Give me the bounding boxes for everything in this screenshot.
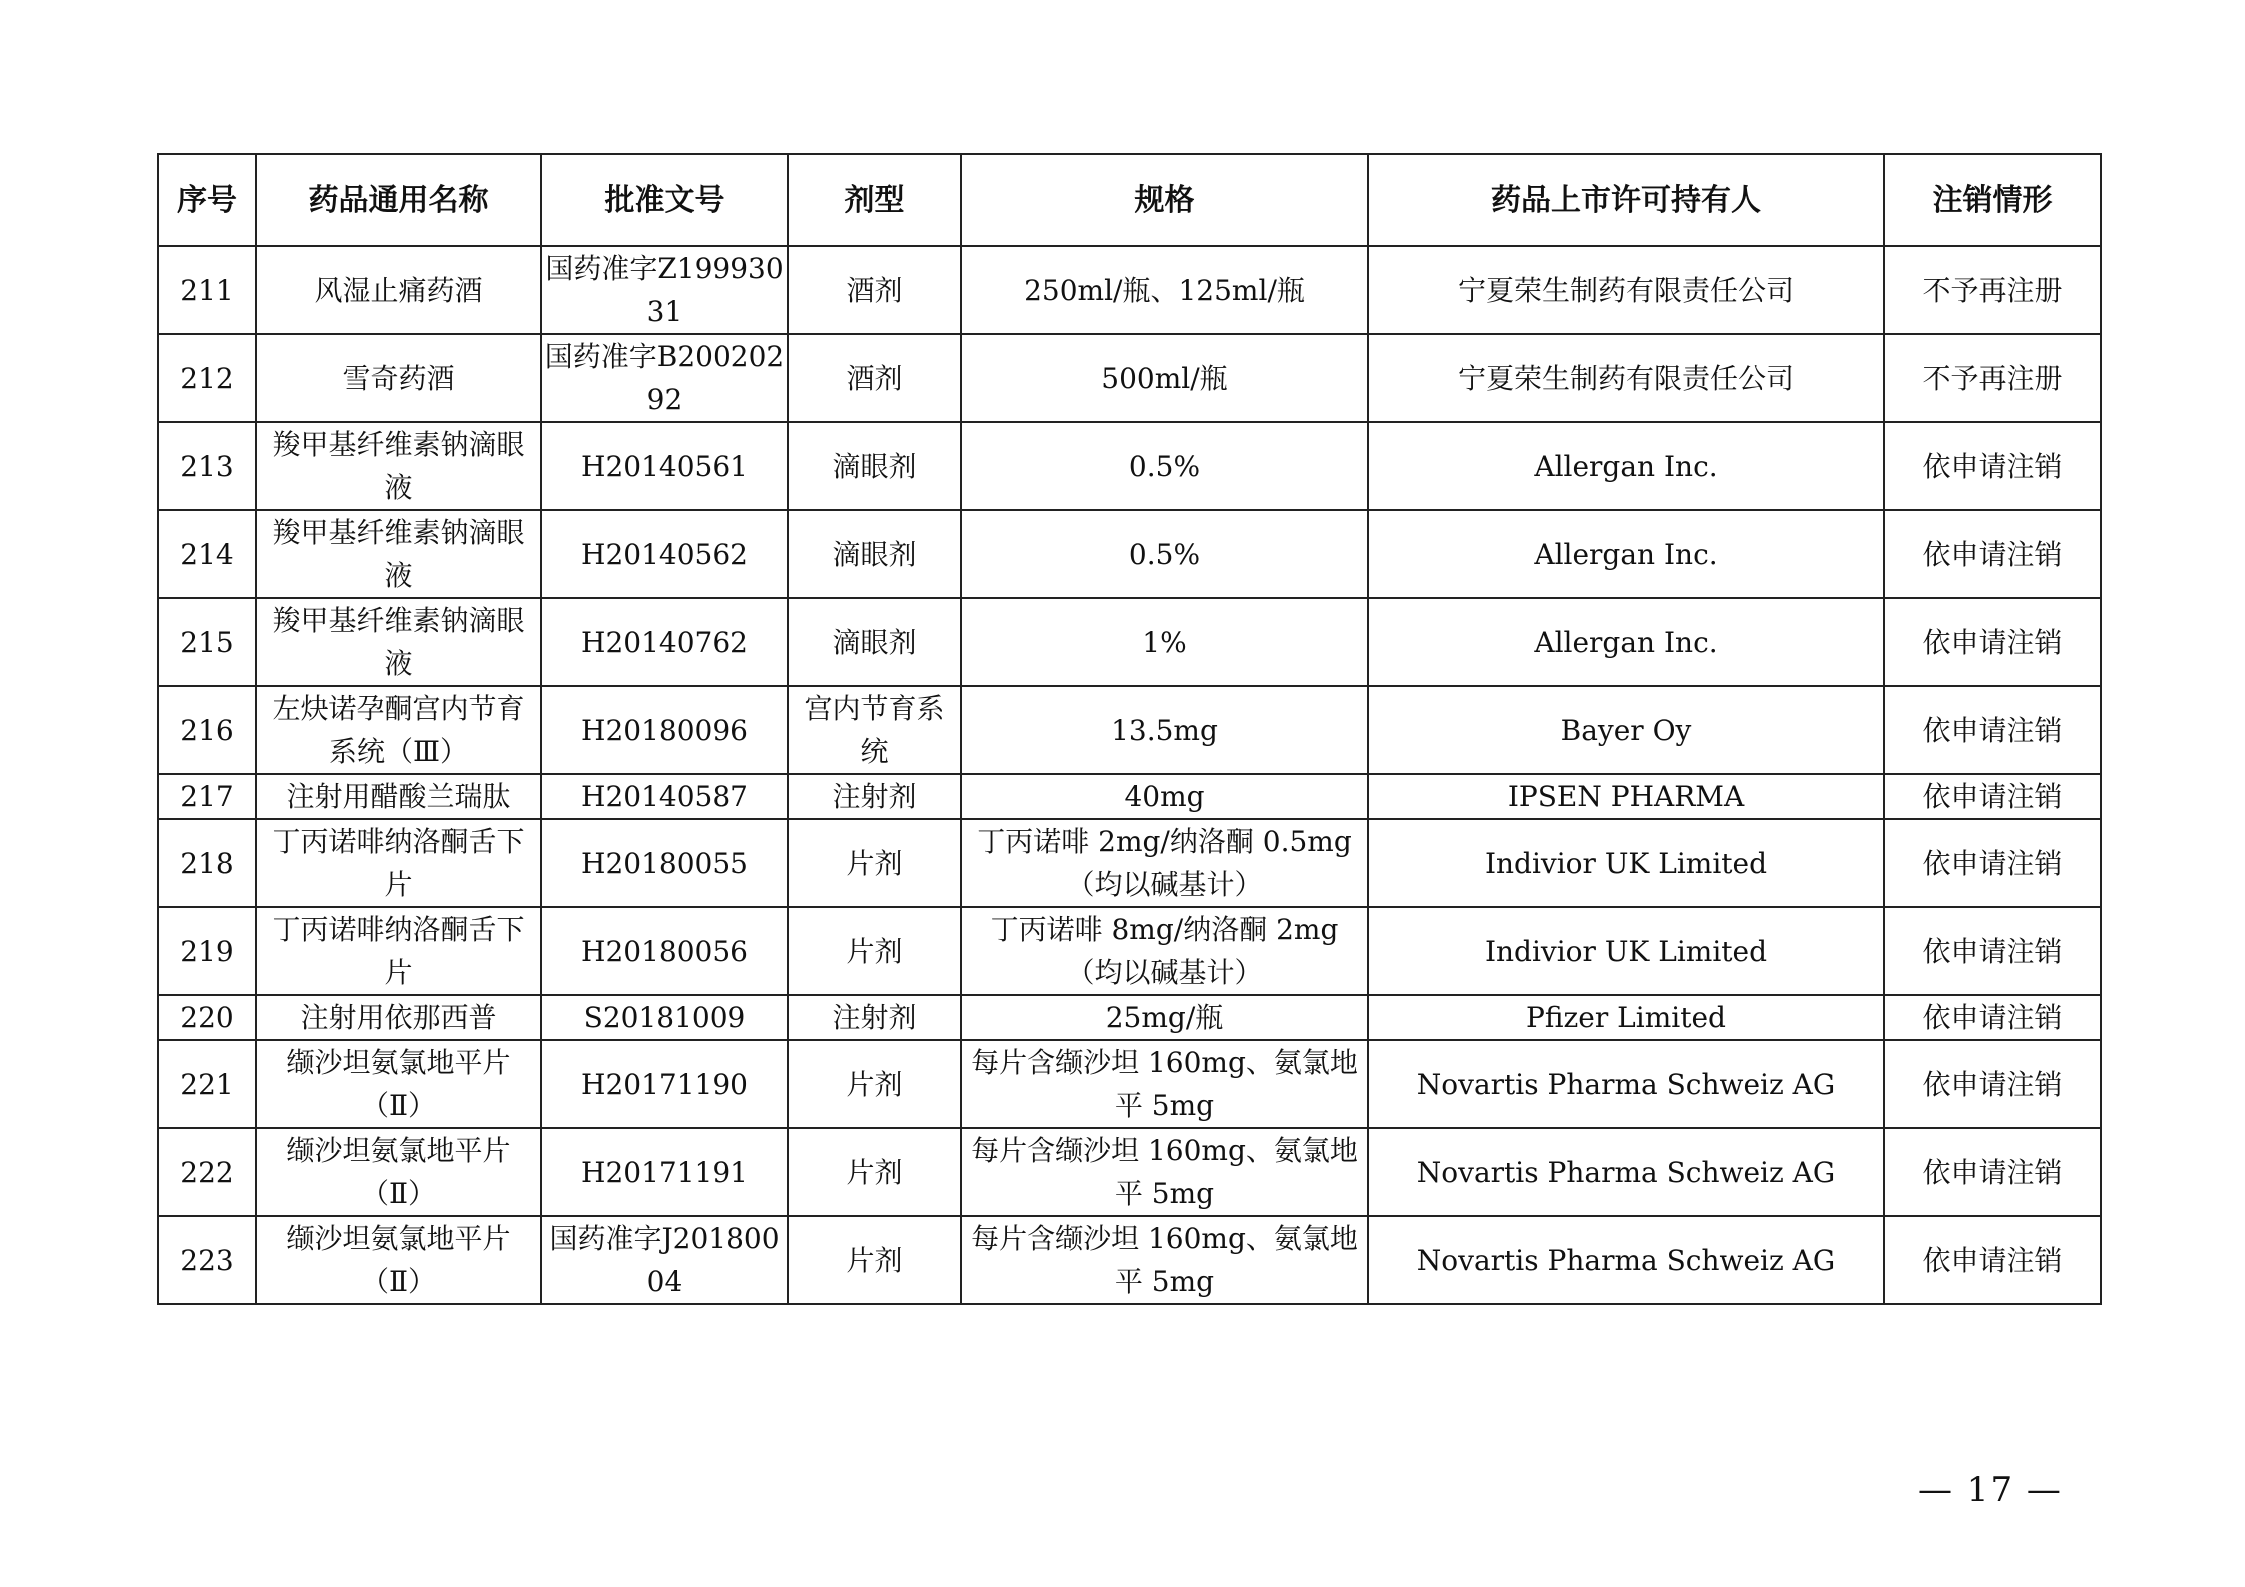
table-row [158, 1040, 2101, 1128]
cell-license-holder [1368, 774, 1884, 819]
cell-text-status: 依申请注销 [1922, 1243, 2063, 1277]
cell-specification [961, 907, 1368, 995]
cell-license-holder [1368, 819, 1884, 907]
cell-license-holder [1368, 1216, 1884, 1304]
cell-cancellation-status [1884, 1040, 2101, 1128]
cell-cancellation-status [1884, 686, 2101, 774]
cell-text-approval: 国药准字B20020292 [544, 340, 785, 416]
cell-text-name: 左炔诺孕酮宫内节育系统（Ⅲ） [272, 692, 525, 768]
cell-text-spec: 1% [1142, 625, 1187, 659]
cell-text-name: 缬沙坦氨氯地平片（Ⅱ） [286, 1222, 511, 1298]
cell-text-no: 217 [180, 780, 234, 813]
cell-generic-name [256, 995, 541, 1040]
cell-license-holder [1368, 598, 1884, 686]
cell-dosage-form [788, 246, 961, 334]
cell-approval-number [541, 1216, 788, 1304]
cell-text-no: 222 [180, 1155, 234, 1189]
cell-license-holder [1368, 246, 1884, 334]
cell-text-name: 羧甲基纤维素钠滴眼液 [272, 604, 525, 680]
cell-approval-number [541, 1128, 788, 1216]
cell-generic-name [256, 1216, 541, 1304]
cell-text-holder: Novartis Pharma Schweiz AG [1416, 1243, 1836, 1277]
cell-text-approval: H20171191 [581, 1155, 748, 1189]
cell-text-approval: H20180056 [581, 934, 748, 968]
cell-text-spec: 每片含缬沙坦 160mg、氨氯地平 5mg [971, 1222, 1358, 1298]
cell-serial-number [158, 907, 256, 995]
cell-text-form: 注射剂 [832, 1001, 917, 1034]
cell-cancellation-status [1884, 819, 2101, 907]
cell-dosage-form [788, 1040, 961, 1128]
cell-specification [961, 598, 1368, 686]
table-row [158, 686, 2101, 774]
cell-generic-name [256, 246, 541, 334]
cell-license-holder [1368, 995, 1884, 1040]
table-body [158, 246, 2101, 1304]
cell-text-name: 缬沙坦氨氯地平片（Ⅱ） [286, 1046, 511, 1122]
cell-serial-number [158, 819, 256, 907]
cell-cancellation-status [1884, 1216, 2101, 1304]
cell-specification [961, 1040, 1368, 1128]
cell-serial-number [158, 510, 256, 598]
cell-license-holder [1368, 334, 1884, 422]
cell-text-form: 滴眼剂 [832, 449, 917, 483]
header-cancellation-status: 注销情形 [1884, 154, 2101, 246]
cell-dosage-form [788, 598, 961, 686]
cell-approval-number [541, 334, 788, 422]
cell-specification [961, 1128, 1368, 1216]
cell-text-form: 宫内节育系统 [804, 692, 945, 768]
cell-text-status: 不予再注册 [1922, 361, 2063, 395]
cell-text-holder: Novartis Pharma Schweiz AG [1416, 1067, 1836, 1101]
cell-dosage-form [788, 995, 961, 1040]
cell-text-name: 缬沙坦氨氯地平片（Ⅱ） [286, 1134, 511, 1210]
cell-text-spec: 25mg/瓶 [1105, 1001, 1224, 1034]
cell-serial-number [158, 1216, 256, 1304]
cell-text-form: 滴眼剂 [832, 537, 917, 571]
cell-text-no: 218 [180, 846, 234, 880]
cell-generic-name [256, 907, 541, 995]
header-dosage-form: 剂型 [788, 154, 961, 246]
cell-dosage-form [788, 907, 961, 995]
cell-generic-name [256, 422, 541, 510]
cell-approval-number [541, 246, 788, 334]
cell-serial-number [158, 774, 256, 819]
cell-text-holder: Bayer Oy [1560, 713, 1692, 747]
cell-text-holder: Novartis Pharma Schweiz AG [1416, 1155, 1836, 1189]
cell-text-no: 223 [180, 1243, 234, 1277]
cell-specification [961, 995, 1368, 1040]
cell-cancellation-status [1884, 334, 2101, 422]
cell-license-holder [1368, 907, 1884, 995]
cell-approval-number [541, 510, 788, 598]
cell-generic-name [256, 686, 541, 774]
cell-text-status: 依申请注销 [1922, 1067, 2063, 1101]
cell-text-name: 羧甲基纤维素钠滴眼液 [272, 516, 525, 592]
cell-text-name: 雪奇药酒 [342, 361, 455, 395]
cell-text-name: 丁丙诺啡纳洛酮舌下片 [272, 825, 525, 901]
cell-serial-number [158, 598, 256, 686]
cell-dosage-form [788, 334, 961, 422]
table-row [158, 1128, 2101, 1216]
cell-cancellation-status [1884, 510, 2101, 598]
table-header-row [158, 154, 2101, 246]
cell-text-approval: H20140762 [581, 625, 748, 659]
cell-generic-name [256, 510, 541, 598]
cell-text-holder: Allergan Inc. [1534, 537, 1718, 571]
cell-text-spec: 250ml/瓶、125ml/瓶 [1024, 273, 1305, 307]
cell-text-no: 215 [180, 625, 234, 659]
cell-serial-number [158, 246, 256, 334]
cell-approval-number [541, 598, 788, 686]
cell-text-approval: H20180055 [581, 846, 748, 880]
cell-text-approval: H20140562 [581, 537, 748, 571]
cell-text-holder: 宁夏荣生制药有限责任公司 [1457, 273, 1794, 307]
cell-text-name: 风湿止痛药酒 [314, 273, 483, 307]
cell-text-approval: H20140587 [581, 780, 748, 813]
cell-text-holder: Indivior UK Limited [1484, 934, 1768, 968]
cell-text-name: 注射用依那西普 [300, 1001, 497, 1034]
cell-text-spec: 每片含缬沙坦 160mg、氨氯地平 5mg [971, 1134, 1358, 1210]
cell-approval-number [541, 686, 788, 774]
cell-text-spec: 0.5% [1128, 449, 1201, 483]
cell-text-no: 219 [180, 934, 234, 968]
cell-specification [961, 510, 1368, 598]
table-row [158, 995, 2101, 1040]
cell-dosage-form [788, 422, 961, 510]
cell-approval-number [541, 774, 788, 819]
table-row [158, 907, 2101, 995]
cell-generic-name [256, 1040, 541, 1128]
table-row [158, 774, 2101, 819]
header-specification: 规格 [961, 154, 1368, 246]
table-row [158, 1216, 2101, 1304]
cell-text-approval: H20140561 [581, 449, 748, 483]
cell-text-spec: 500ml/瓶 [1101, 361, 1228, 395]
cell-text-approval: H20171190 [581, 1067, 748, 1101]
cell-specification [961, 686, 1368, 774]
cell-specification [961, 819, 1368, 907]
cell-text-status: 依申请注销 [1922, 449, 2063, 483]
cell-text-no: 214 [180, 537, 234, 571]
cell-text-holder: Allergan Inc. [1534, 449, 1718, 483]
cell-text-status: 依申请注销 [1922, 537, 2063, 571]
cell-text-status: 依申请注销 [1922, 625, 2063, 659]
cell-text-status: 依申请注销 [1922, 1155, 2063, 1189]
cell-text-approval: S20181009 [583, 1001, 746, 1034]
cell-text-spec: 每片含缬沙坦 160mg、氨氯地平 5mg [971, 1046, 1358, 1122]
cell-text-no: 220 [180, 1001, 234, 1034]
table-row [158, 819, 2101, 907]
cell-text-name: 注射用醋酸兰瑞肽 [286, 780, 511, 813]
cell-text-spec: 40mg [1124, 780, 1205, 813]
cell-license-holder [1368, 1040, 1884, 1128]
cell-text-status: 依申请注销 [1922, 846, 2063, 880]
cell-text-no: 216 [180, 713, 234, 747]
cell-text-holder: IPSEN PHARMA [1507, 780, 1745, 813]
cell-text-name: 羧甲基纤维素钠滴眼液 [272, 428, 525, 504]
cell-text-status: 不予再注册 [1922, 273, 2063, 307]
cell-approval-number [541, 1040, 788, 1128]
cell-specification [961, 422, 1368, 510]
cell-text-spec: 丁丙诺啡 8mg/纳洛酮 2mg（均以碱基计） [990, 913, 1339, 989]
cell-text-holder: Pfizer Limited [1526, 1001, 1726, 1034]
cell-serial-number [158, 422, 256, 510]
cell-cancellation-status [1884, 907, 2101, 995]
cell-cancellation-status [1884, 774, 2101, 819]
cell-text-status: 依申请注销 [1922, 713, 2063, 747]
cell-specification [961, 246, 1368, 334]
cell-text-no: 221 [180, 1067, 234, 1101]
cell-dosage-form [788, 819, 961, 907]
header-license-holder: 药品上市许可持有人 [1368, 154, 1884, 246]
header-approval-number: 批准文号 [541, 154, 788, 246]
cell-text-spec: 丁丙诺啡 2mg/纳洛酮 0.5mg（均以碱基计） [977, 825, 1352, 901]
cell-dosage-form [788, 1216, 961, 1304]
table-row [158, 246, 2101, 334]
cell-text-holder: Allergan Inc. [1534, 625, 1718, 659]
cell-text-form: 酒剂 [846, 361, 903, 395]
cell-text-no: 211 [180, 273, 234, 307]
cell-specification [961, 774, 1368, 819]
cell-approval-number [541, 819, 788, 907]
cell-specification [961, 334, 1368, 422]
cell-text-status: 依申请注销 [1922, 780, 2063, 813]
cell-cancellation-status [1884, 598, 2101, 686]
cell-license-holder [1368, 422, 1884, 510]
cell-approval-number [541, 907, 788, 995]
table-row [158, 510, 2101, 598]
cell-text-holder: 宁夏荣生制药有限责任公司 [1457, 361, 1794, 395]
cell-generic-name [256, 819, 541, 907]
cell-cancellation-status [1884, 1128, 2101, 1216]
cell-dosage-form [788, 686, 961, 774]
cell-serial-number [158, 1040, 256, 1128]
cell-text-no: 212 [180, 361, 234, 395]
cell-dosage-form [788, 1128, 961, 1216]
cell-generic-name [256, 1128, 541, 1216]
cell-approval-number [541, 995, 788, 1040]
cell-specification [961, 1216, 1368, 1304]
cell-text-form: 片剂 [846, 1155, 903, 1189]
cell-text-approval: 国药准字Z19993031 [545, 252, 784, 328]
cell-text-status: 依申请注销 [1922, 1001, 2063, 1034]
page-number: — 17 — [1918, 1470, 2063, 1510]
cell-generic-name [256, 334, 541, 422]
drug-cancellation-table [157, 153, 2102, 1305]
cell-serial-number [158, 995, 256, 1040]
cell-text-status: 依申请注销 [1922, 934, 2063, 968]
cell-text-holder: Indivior UK Limited [1484, 846, 1768, 880]
cell-dosage-form [788, 774, 961, 819]
cell-text-form: 滴眼剂 [832, 625, 917, 659]
cell-cancellation-status [1884, 422, 2101, 510]
cell-text-spec: 0.5% [1128, 537, 1201, 571]
cell-serial-number [158, 1128, 256, 1216]
cell-text-approval: H20180096 [581, 713, 748, 747]
cell-generic-name [256, 774, 541, 819]
cell-text-approval: 国药准字J20180004 [549, 1222, 780, 1298]
cell-approval-number [541, 422, 788, 510]
table-row [158, 334, 2101, 422]
cell-text-form: 注射剂 [832, 780, 917, 813]
drug-cancellation-table-container [157, 153, 2100, 1305]
cell-text-form: 片剂 [846, 934, 903, 968]
header-generic-name: 药品通用名称 [256, 154, 541, 246]
cell-cancellation-status [1884, 995, 2101, 1040]
cell-license-holder [1368, 510, 1884, 598]
header-serial-number: 序号 [158, 154, 256, 246]
cell-dosage-form [788, 510, 961, 598]
cell-generic-name [256, 598, 541, 686]
cell-license-holder [1368, 1128, 1884, 1216]
cell-text-spec: 13.5mg [1111, 713, 1218, 747]
cell-serial-number [158, 686, 256, 774]
cell-cancellation-status [1884, 246, 2101, 334]
cell-text-form: 片剂 [846, 1067, 903, 1101]
cell-text-no: 213 [180, 449, 234, 483]
cell-text-form: 片剂 [846, 846, 903, 880]
cell-text-form: 片剂 [846, 1243, 903, 1277]
cell-text-name: 丁丙诺啡纳洛酮舌下片 [272, 913, 525, 989]
cell-serial-number [158, 334, 256, 422]
table-row [158, 422, 2101, 510]
cell-text-form: 酒剂 [846, 273, 903, 307]
table-row [158, 598, 2101, 686]
cell-license-holder [1368, 686, 1884, 774]
